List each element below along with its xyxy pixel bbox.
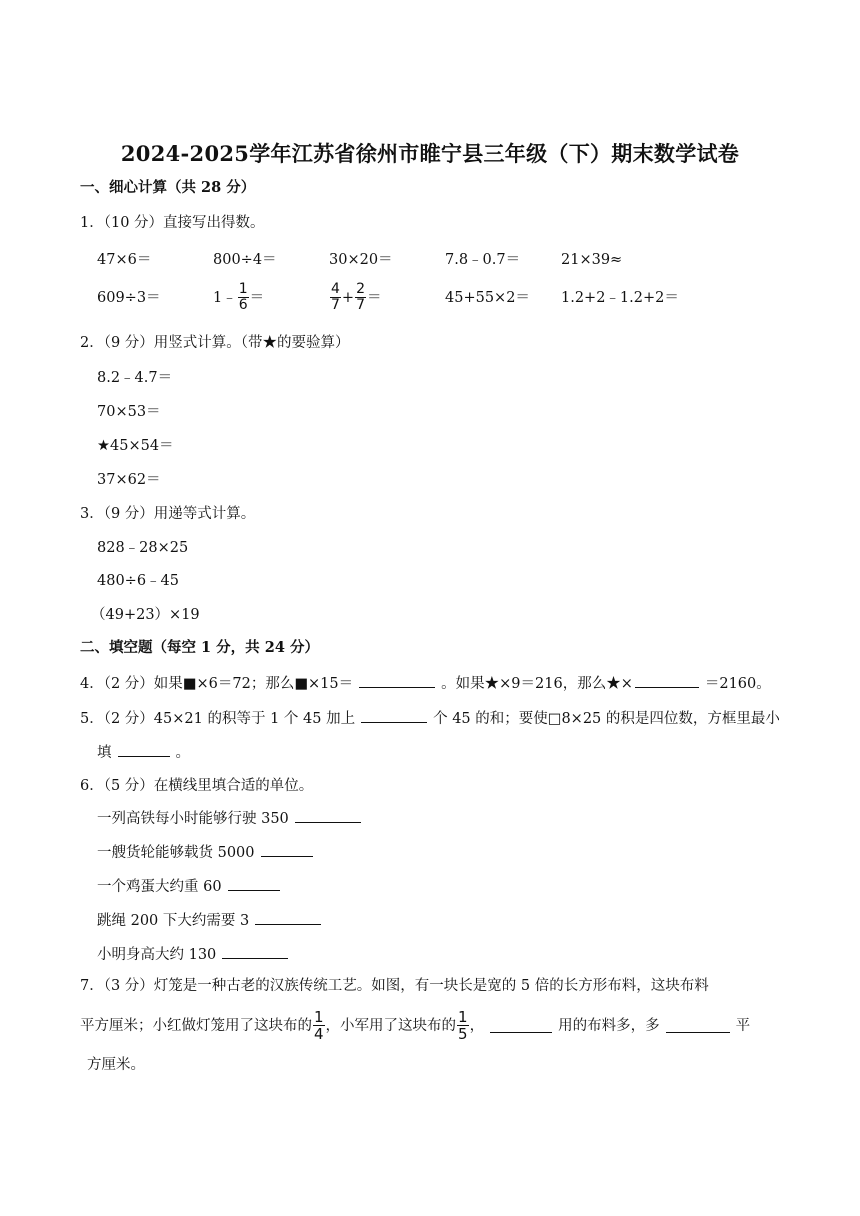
answer-blank[interactable] bbox=[228, 876, 280, 891]
q6-item: 小明身高大约 130 bbox=[97, 944, 294, 965]
q6-item: 一列高铁每小时能够行驶 350 bbox=[97, 808, 367, 829]
q1-item: 47×6＝ bbox=[97, 252, 152, 268]
answer-blank[interactable] bbox=[261, 842, 313, 857]
q1-item: 609÷3＝ bbox=[97, 290, 161, 306]
q6-item: 一个鸡蛋大约重 60 bbox=[97, 876, 286, 897]
fraction: $\frac{4}{7}$ bbox=[331, 281, 340, 313]
question-7: 7．（3 分）灯笼是一种古老的汉族传统工艺。如图，有一块长是宽的 5 倍的长方形布料，这块布料 bbox=[80, 978, 709, 994]
question-6-heading: 6．（5 分）在横线里填合适的单位。 bbox=[80, 778, 314, 794]
q2-item: 37×62＝ bbox=[97, 472, 161, 488]
fraction: $\frac{1}{4}$ bbox=[314, 1008, 324, 1043]
q1-item: 21×39≈ bbox=[561, 252, 623, 268]
q1-item: 800÷4＝ bbox=[213, 252, 277, 268]
fraction: $\frac{1}{6}$ bbox=[238, 281, 248, 313]
answer-blank[interactable] bbox=[222, 944, 288, 959]
fraction: $\frac{1}{5}$ bbox=[458, 1008, 468, 1043]
question-5-cont: 填 。 bbox=[97, 742, 190, 763]
fraction: $\frac{2}{7}$ bbox=[356, 281, 365, 313]
answer-blank[interactable] bbox=[255, 910, 321, 925]
question-1-heading: 1．（10 分）直接写出得数。 bbox=[80, 215, 265, 231]
answer-blank[interactable] bbox=[359, 673, 435, 688]
section-heading-2: 二、填空题（每空 1 分，共 24 分） bbox=[80, 639, 319, 656]
q1-item: 30×20＝ bbox=[329, 252, 393, 268]
answer-blank[interactable] bbox=[666, 1018, 730, 1033]
answer-blank[interactable] bbox=[118, 742, 170, 757]
q2-item: 70×53＝ bbox=[97, 404, 161, 420]
answer-blank[interactable] bbox=[361, 708, 427, 723]
page-title: 2024-2025学年江苏省徐州市睢宁县三年级（下）期末数学试卷 bbox=[120, 141, 740, 166]
question-3-heading: 3．（9 分）用递等式计算。 bbox=[80, 506, 256, 522]
answer-blank[interactable] bbox=[295, 808, 361, 823]
section-heading-1: 一、细心计算（共 28 分） bbox=[80, 179, 256, 196]
q3-item: （49+23）×19 bbox=[91, 607, 200, 623]
q6-item: 跳绳 200 下大约需要 3 bbox=[97, 910, 327, 931]
question-7-end: 方厘米。 bbox=[87, 1057, 145, 1073]
q1-item: 1.2+2﹣1.2+2＝ bbox=[561, 290, 679, 306]
question-7-cont: 平方厘米；小红做灯笼用了这块布的 $\frac{1}{4}$ ，小军用了这块布的 $\frac{1}{5}$ ， 用的布料多，多 平 bbox=[80, 1008, 751, 1043]
q2-item: 8.2﹣4.7＝ bbox=[97, 370, 173, 386]
question-4: 4．（2 分）如果■×6＝72；那么■×15＝ 。如果★×9＝216，那么★× ＝2160。 bbox=[80, 673, 771, 694]
question-2-heading: 2．（9 分）用竖式计算。（带★的要验算） bbox=[80, 335, 350, 351]
q1-fraction-expression: 1﹣ $\frac{1}{6}$ ＝ bbox=[213, 281, 265, 313]
q1-item: 7.8﹣0.7＝ bbox=[445, 252, 521, 268]
q3-item: 480÷6﹣45 bbox=[97, 573, 180, 589]
answer-blank[interactable] bbox=[635, 673, 699, 688]
answer-blank[interactable] bbox=[490, 1018, 552, 1033]
q6-item: 一艘货轮能够载货 5000 bbox=[97, 842, 319, 863]
q2-item: ★45×54＝ bbox=[97, 438, 174, 454]
q3-item: 828﹣28×25 bbox=[97, 540, 189, 556]
q1-item: 45+55×2＝ bbox=[445, 290, 530, 306]
q1-fraction-expression: $\frac{4}{7}$ + $\frac{2}{7}$ ＝ bbox=[331, 281, 382, 313]
question-5: 5．（2 分）45×21 的积等于 1 个 45 加上 个 45 的和；要使□8×25 的积是四位数，方框里最小 bbox=[80, 708, 780, 729]
